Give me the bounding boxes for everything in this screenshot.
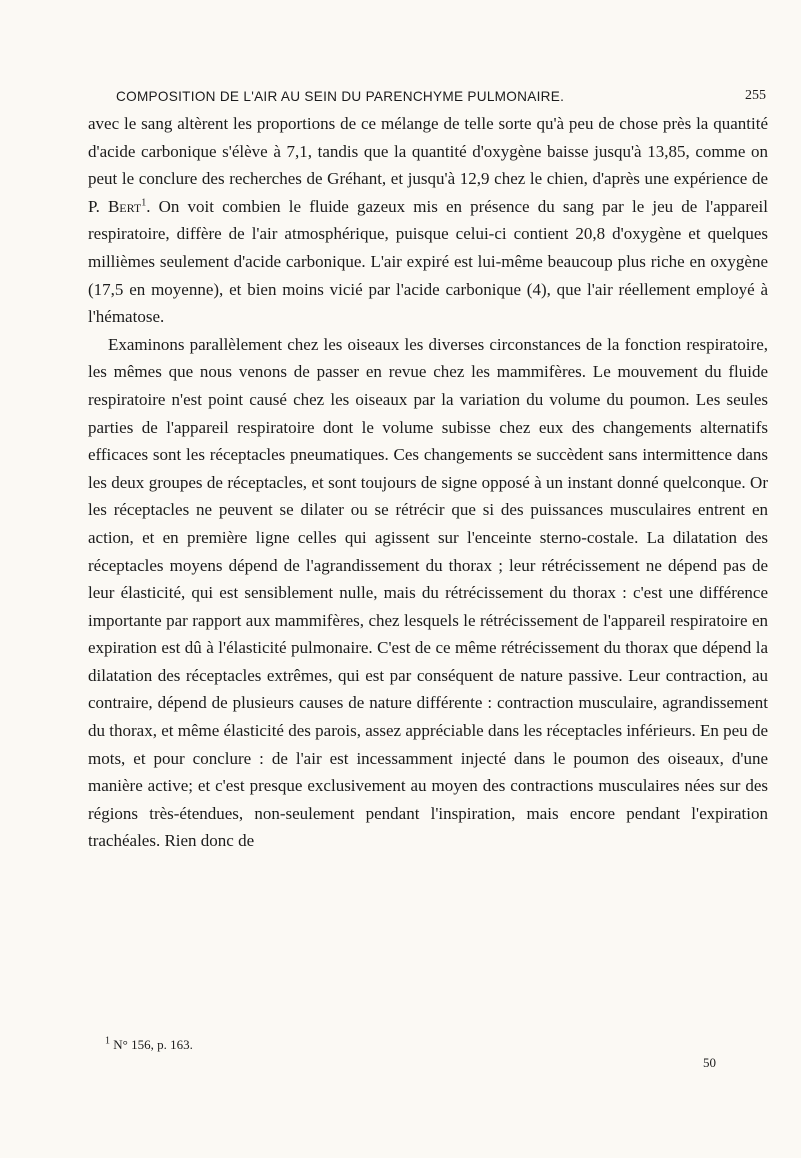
signature-mark: 50 xyxy=(703,1055,716,1070)
paragraph-1-text-a: avec le sang altèrent les proportions de ce mélange de telle sorte qu'à peu de chose près la quantité d'acide carbonique s'élève à 7,1, tandis que la quantité d'oxygène baisse jusqu'à 13,85, comme on peut le conclure des recherches de Gréhant, et jusqu'à 12,9 chez le chien, d'après une expérience de P. xyxy=(88,114,768,216)
paragraph-1 xyxy=(88,110,768,331)
footnote-reference: 1 xyxy=(141,197,147,209)
paragraph-2: Examinons parallèlement chez les oiseaux les diverses circonstances de la fonction respiratoire, les mêmes que nous venons de passer en revue chez les mammifères. Le mouvement du fluide respiratoire n'est point causé chez les oiseaux par la variation du volume du poumon. Les seules parties de l'appareil respiratoire dont le volume subisse chez eux des changements alternatifs efficaces sont les réceptacles pneumatiques. Ces changements se succèdent sans intermittence dans les deux groupes de réceptacles, et sont toujours de signe opposé à un instant donné quelconque. Or les réceptacles ne peuvent se dilater ou se rétrécir que si des puissances musculaires entrent en action, et en première ligne celles qui agissent sur l'enceinte sterno-costale. La dilatation des réceptacles moyens dépend de l'agrandissement du thorax ; leur rétrécissement ne dépend pas de leur élasticité, qui est sensiblement nulle, mais du rétrécissement du thorax : c'est une différence importante par rapport aux mammifères, chez lesquels le rétrécissement de l'appareil respiratoire en expiration est dû à l'élasticité pulmonaire. C'est de ce même rétrécissement du thorax que dépend la dilatation des réceptacles extrêmes, qui est par conséquent de nature passive. Leur contraction, au contraire, dépend de plusieurs causes de nature différente : contraction musculaire, agrandissement du thorax, et même élasticité des parois, assez appréciable dans les réceptacles inférieurs. En peu de mots, et pour conclure : de l'air est incessamment injecté dans le poumon des oiseaux, d'une manière active; et c'est presque exclusivement au moyen des contractions musculaires nées sur des régions très-étendues, non-seulement pendant l'inspiration, mais encore pendant l'expiration trachéales. Rien donc de xyxy=(88,334,768,851)
paragraph-1-text-b: . On voit combien le fluide gazeux mis en présence du sang par le jeu de l'appareil respiratoire, diffère de l'air atmosphérique, puisque celui-ci contient 20,8 d'oxygène et quelques millièmes seulement d'acide carbonique. L'air expiré est lui-même beaucoup plus riche en oxygène (17,5 en moyenne), et bien moins vicié par l'acide carbonique (4), que l'air réellement employé à l'hématose. xyxy=(88,196,768,327)
running-header xyxy=(106,88,766,110)
footnote xyxy=(105,1037,193,1053)
body-text xyxy=(88,110,768,855)
page-number: 255 xyxy=(745,88,766,103)
author-name: Bert xyxy=(107,196,142,216)
running-title: COMPOSITION DE L'AIR AU SEIN DU PARENCHYME PULMONAIRE. xyxy=(116,88,565,104)
footnote-mark: 1 xyxy=(105,1035,110,1047)
footnote-text: N° 156, p. 163. xyxy=(113,1037,193,1052)
